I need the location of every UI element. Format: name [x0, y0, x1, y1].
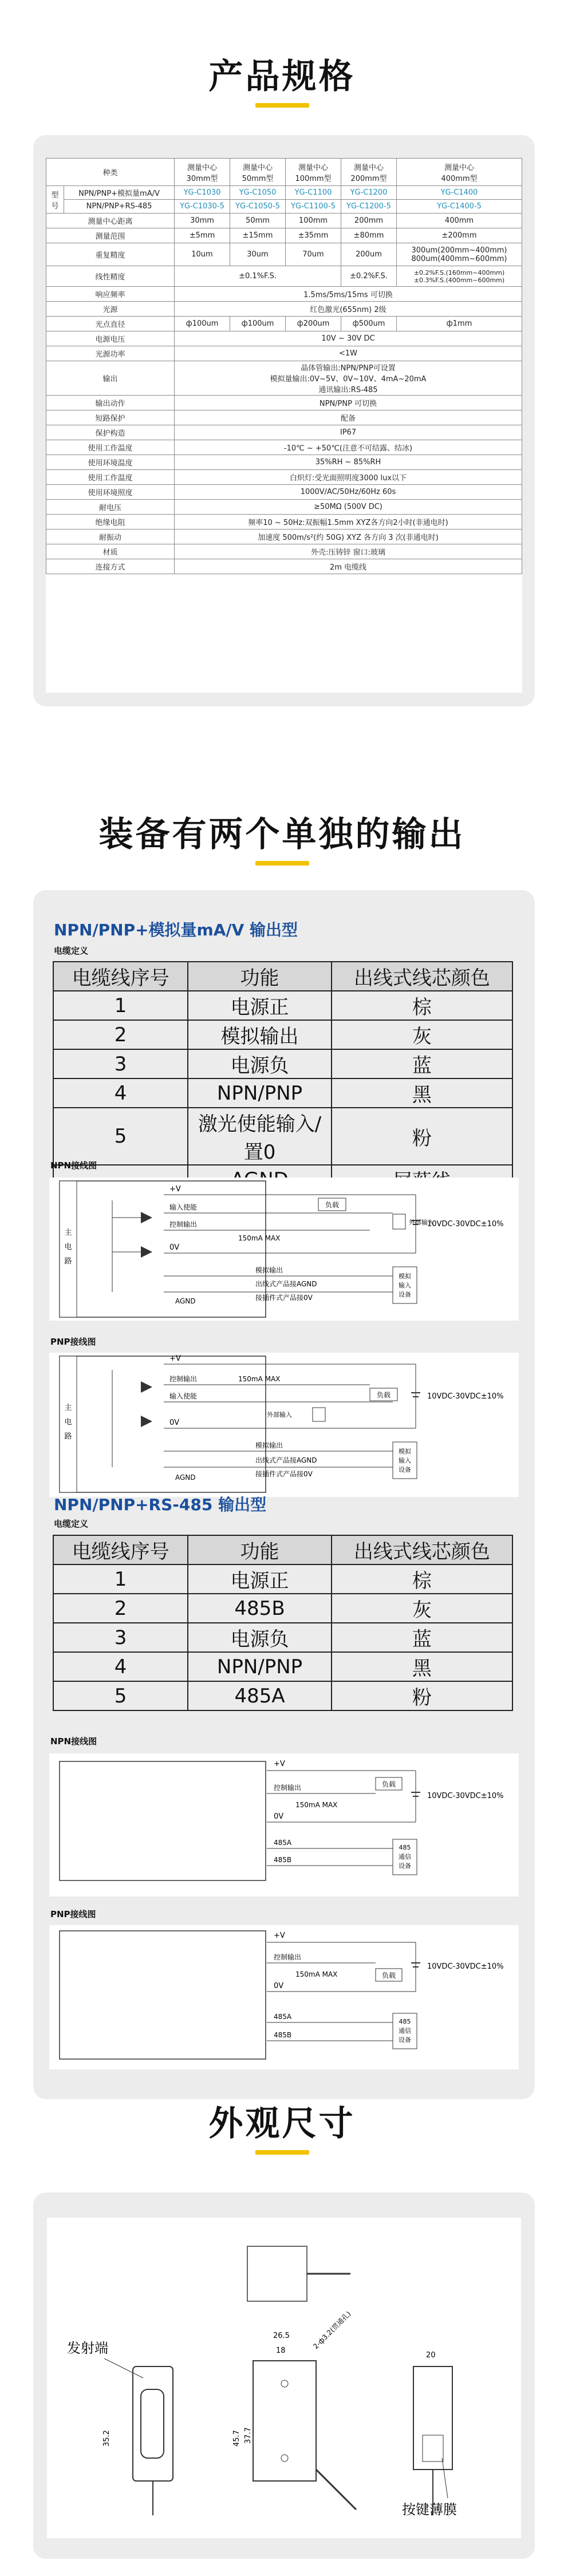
svg-text:输入使能: 输入使能 [169, 1203, 198, 1211]
rs485-cable-table [53, 1535, 513, 1711]
cable-table-cell: 粉 [332, 1108, 512, 1165]
main-circuit-label-1: 主 [64, 1228, 72, 1237]
rs485-output-heading: NPN/PNP+RS-485 输出型 [54, 1495, 267, 1514]
svg-text:输入: 输入 [399, 1282, 411, 1289]
spec-row-label: 测量范围 [46, 228, 175, 243]
svg-text:电: 电 [64, 1418, 72, 1427]
rs485-pnp-wiring-svg [49, 1925, 519, 2069]
cable-table-cell: 1 [53, 1564, 188, 1594]
spec-row-label: 连接方式 [46, 559, 175, 574]
spec-header-label: 种类 [46, 159, 175, 186]
appearance-card [33, 2192, 535, 2559]
analog-cable-def-label: 电缆定义 [54, 946, 89, 956]
spec-row-value: 晶体管输出:NPN/PNP可设置 模拟量输出:0V~5V、0V~10V、4mA~20mA 通讯输出:RS-485 [175, 361, 522, 396]
spec-row-label: 短路保护 [46, 410, 175, 425]
spec-header-col-3: 测量中心 200mm型 [341, 159, 397, 186]
spec-model-value: YG-C1200 [341, 186, 397, 200]
svg-text:外部输入: 外部输入 [409, 1219, 434, 1226]
svg-text:485: 485 [399, 1844, 411, 1851]
dim-through-hole: 2-ф3.2(贯通孔) [311, 2309, 353, 2351]
spec-row-value: ф200um [286, 317, 341, 331]
cable-table-cell: 黑 [332, 1078, 512, 1108]
spec-row-value: 70um [286, 243, 341, 266]
dim-width-side: 26.5 [273, 2332, 290, 2340]
cable-table-cell: 2 [53, 1020, 188, 1049]
cable-table-cell: 485B [188, 1594, 332, 1623]
svg-text:10VDC-30VDC±10%: 10VDC-30VDC±10% [427, 1392, 504, 1401]
spec-model-row-label: NPN/PNP+RS-485 [64, 200, 175, 214]
cable-table-cell: 棕 [332, 991, 512, 1020]
spec-row-value: IP67 [175, 425, 522, 440]
spec-row-value: NPN/PNP 可切换 [175, 396, 522, 410]
cable-table-cell: 电源正 [188, 991, 332, 1020]
dim-hole-spacing: 18 [276, 2346, 286, 2355]
dimension-drawing-svg [47, 2218, 521, 2538]
spec-row-value: 2m 电缆线 [175, 559, 522, 574]
cable-table-cell: 灰 [332, 1594, 512, 1623]
spec-row-value: ф100um [230, 317, 286, 331]
cable-table-cell: NPN/PNP [188, 1078, 332, 1108]
svg-text:485A: 485A [274, 2013, 292, 2021]
cable-table-cell: 4 [53, 1652, 188, 1681]
spec-row-label: 电源电压 [46, 331, 175, 346]
rs485-npn-diagram [49, 1753, 519, 1897]
analog-npn-wiring-svg [49, 1178, 519, 1321]
spec-row-value: 10um [175, 243, 230, 266]
spec-row-value: 200mm [341, 214, 397, 228]
emitter-label: 发射端 [67, 2340, 108, 2356]
spec-row-value: ф500um [341, 317, 397, 331]
spec-row-value: ±5mm [175, 228, 230, 243]
svg-text:10VDC-30VDC±10%: 10VDC-30VDC±10% [427, 1962, 504, 1971]
spec-model-value: YG-C1030-5 [175, 200, 230, 214]
dim-height-front: 35.2 [102, 2430, 111, 2447]
cable-table-cell: 5 [53, 1108, 188, 1165]
spec-row-value: 100mm [286, 214, 341, 228]
cable-table-header: 功能 [188, 1535, 332, 1564]
spec-row-value: ±0.1%F.S. [175, 266, 341, 287]
spec-row-value: 加速度 500m/s²(约 50G) XYZ 各方向 3 次(非通电时) [175, 530, 522, 544]
rs485-pnp-title: PNP接线图 [50, 1909, 96, 1919]
spec-section-title: 产品规格 [208, 57, 356, 97]
spec-card [33, 135, 535, 706]
spec-row-label: 材质 [46, 544, 175, 559]
spec-row-value: ±15mm [230, 228, 286, 243]
svg-text:AGND: AGND [175, 1473, 196, 1481]
svg-text:模拟: 模拟 [399, 1448, 411, 1455]
spec-row-label: 光点直径 [46, 317, 175, 331]
svg-text:0V: 0V [274, 1982, 284, 1990]
spec-header-col-4: 测量中心 400mm型 [397, 159, 522, 186]
cable-table-cell: 3 [53, 1623, 188, 1652]
rs485-pnp-diagram [49, 1925, 519, 2069]
spec-row-value: 400mm [397, 214, 522, 228]
svg-text:485A: 485A [274, 1839, 292, 1847]
spec-row-value: 白炽灯:受光面照明度3000 lux以下 [175, 470, 522, 485]
analog-pnp-title: PNP接线图 [50, 1337, 96, 1347]
spec-row-label: 使用环境照度 [46, 485, 175, 500]
rs485-npn-wiring-svg [49, 1753, 519, 1897]
svg-text:出线式产品接AGND: 出线式产品接AGND [255, 1280, 317, 1288]
spec-title-underline [255, 103, 309, 108]
svg-text:485B: 485B [274, 1856, 292, 1864]
rs485-npn-title: NPN接线图 [50, 1736, 97, 1747]
cable-table-header: 出线式线芯颜色 [332, 1535, 512, 1564]
spec-row-label: 保护构造 [46, 425, 175, 440]
spec-model-value: YG-C1100 [286, 186, 341, 200]
spec-row-label: 重复精度 [46, 243, 175, 266]
cable-table-header: 电缆线序号 [53, 962, 188, 991]
dim-depth-rear: 20 [426, 2351, 436, 2360]
output-card [33, 890, 535, 2099]
cable-table-cell: 5 [53, 1681, 188, 1710]
spec-model-value: YG-C1100-5 [286, 200, 341, 214]
spec-row-value: -10℃ ~ +50℃(注意不可结露、结冰) [175, 440, 522, 455]
cable-table-cell: 4 [53, 1078, 188, 1108]
svg-text:控制输出: 控制输出 [274, 1784, 302, 1792]
spec-model-row-label: NPN/PNP+模拟量mA/V [64, 186, 175, 200]
svg-text:通信: 通信 [399, 1853, 411, 1860]
svg-text:外部输入: 外部输入 [267, 1411, 292, 1419]
svg-text:150mA MAX: 150mA MAX [238, 1375, 281, 1383]
cable-table-cell: 电源负 [188, 1049, 332, 1078]
svg-text:负载: 负载 [325, 1201, 340, 1209]
spec-row-value: 外壳:压铸锌 窗口:玻璃 [175, 544, 522, 559]
spec-header-col-2: 测量中心 100mm型 [286, 159, 341, 186]
svg-text:模拟输出: 模拟输出 [255, 1266, 283, 1274]
cable-table-cell: 棕 [332, 1564, 512, 1594]
spec-row-label: 耐振动 [46, 530, 175, 544]
cable-table-cell: 粉 [332, 1681, 512, 1710]
cable-table-cell: 激光使能输入/置0 [188, 1108, 332, 1165]
cable-table-cell: 电源负 [188, 1623, 332, 1652]
spec-model-value: YG-C1050 [230, 186, 286, 200]
cable-table-cell: 2 [53, 1594, 188, 1623]
svg-text:输入使能: 输入使能 [169, 1392, 198, 1400]
svg-text:负载: 负载 [381, 1971, 396, 1980]
svg-text:10VDC-30VDC±10%: 10VDC-30VDC±10% [427, 1792, 504, 1800]
dim-height-side: 45.7 [232, 2430, 241, 2447]
spec-row-value: 配备 [175, 410, 522, 425]
spec-row-label: 测量中心距离 [46, 214, 175, 228]
svg-text:+V: +V [274, 1931, 285, 1940]
spec-row-value: 200um [341, 243, 397, 266]
cable-table-cell: 模拟输出 [188, 1020, 332, 1049]
svg-text:模拟输出: 模拟输出 [255, 1441, 283, 1449]
cable-table-header: 出线式线芯颜色 [332, 962, 512, 991]
output-title-underline [255, 861, 309, 866]
spec-row-value: ±35mm [286, 228, 341, 243]
svg-text:0V: 0V [169, 1419, 180, 1427]
svg-text:接插件式产品接0V: 接插件式产品接0V [255, 1294, 313, 1302]
spec-model-value: YG-C1030 [175, 186, 230, 200]
svg-text:通信: 通信 [399, 2027, 411, 2034]
spec-model-value: YG-C1400-5 [397, 200, 522, 214]
analog-output-heading: NPN/PNP+模拟量mA/V 输出型 [54, 920, 298, 939]
spec-row-value: <1W [175, 346, 522, 361]
svg-text:设备: 设备 [399, 1862, 411, 1870]
analog-pnp-diagram [49, 1353, 519, 1497]
cable-table-cell: NPN/PNP [188, 1652, 332, 1681]
cable-table-cell: 电源正 [188, 1564, 332, 1594]
spec-row-label: 光源 [46, 302, 175, 317]
svg-text:控制输出: 控制输出 [274, 1953, 302, 1961]
spec-row-label: 使用工作温度 [46, 470, 175, 485]
cable-table-cell: 黑 [332, 1652, 512, 1681]
cable-table-cell: 蓝 [332, 1623, 512, 1652]
spec-row-value: 30um [230, 243, 286, 266]
svg-text:主: 主 [64, 1404, 72, 1412]
svg-text:0V: 0V [274, 1812, 284, 1821]
svg-text:路: 路 [64, 1257, 72, 1266]
spec-table [46, 158, 522, 574]
spec-row-value: ±0.2%F.S.(160mm~400mm) ±0.3%F.S.(400mm~600mm) [397, 266, 522, 287]
cable-table-cell: 蓝 [332, 1049, 512, 1078]
spec-row-value: 35%RH ~ 85%RH [175, 455, 522, 470]
spec-model-label: 型号 [46, 186, 64, 214]
spec-row-label: 使用环境温度 [46, 455, 175, 470]
svg-text:出线式产品接AGND: 出线式产品接AGND [255, 1456, 317, 1464]
svg-text:控制输出: 控制输出 [169, 1375, 198, 1383]
spec-row-label: 耐电压 [46, 500, 175, 515]
svg-text:路: 路 [64, 1432, 72, 1441]
spec-row-label: 绝缘电阻 [46, 515, 175, 530]
svg-text:接插件式产品接0V: 接插件式产品接0V [255, 1470, 313, 1478]
svg-text:150mA MAX: 150mA MAX [238, 1234, 281, 1242]
svg-text:150mA MAX: 150mA MAX [295, 1970, 338, 1978]
spec-row-value: ±0.2%F.S. [341, 266, 397, 287]
analog-npn-title: NPN接线图 [50, 1160, 97, 1171]
spec-row-value: ф100um [175, 317, 230, 331]
svg-text:0V: 0V [169, 1243, 180, 1252]
appearance-drawing-panel [47, 2218, 521, 2538]
svg-text:10VDC-30VDC±10%: 10VDC-30VDC±10% [427, 1220, 504, 1228]
spec-row-value: ф1mm [397, 317, 522, 331]
spec-header-col-0: 测量中心 30mm型 [175, 159, 230, 186]
spec-row-value: 1000V/AC/50Hz/60Hz 60s [175, 485, 522, 500]
spec-row-value: 10V ~ 30V DC [175, 331, 522, 346]
svg-text:AGND: AGND [175, 1297, 196, 1305]
spec-row-value: 50mm [230, 214, 286, 228]
cable-table-cell: 485A [188, 1681, 332, 1710]
spec-row-value: 1.5ms/5ms/15ms 可切换 [175, 287, 522, 302]
svg-text:电: 电 [64, 1243, 72, 1251]
cable-table-cell: 灰 [332, 1020, 512, 1049]
svg-text:设备: 设备 [399, 2036, 411, 2044]
svg-text:设备: 设备 [399, 1291, 411, 1298]
spec-row-value: 300um(200mm~400mm) 800um(400mm~600mm) [397, 243, 522, 266]
spec-row-value: ±80mm [341, 228, 397, 243]
spec-row-value: 30mm [175, 214, 230, 228]
button-membrane-label: 按键薄膜 [402, 2502, 457, 2518]
spec-model-value: YG-C1200-5 [341, 200, 397, 214]
spec-row-label: 使用工作温度 [46, 440, 175, 455]
analog-pnp-wiring-svg [49, 1353, 519, 1497]
cable-table-header: 功能 [188, 962, 332, 991]
spec-row-value: 红色激光(655nm) 2级 [175, 302, 522, 317]
analog-npn-diagram [49, 1178, 519, 1321]
appearance-title-underline [255, 2150, 309, 2155]
spec-row-label: 光源功率 [46, 346, 175, 361]
svg-text:输入: 输入 [399, 1457, 411, 1464]
spec-model-value: YG-C1400 [397, 186, 522, 200]
spec-row-label: 输出动作 [46, 396, 175, 410]
svg-text:负载: 负载 [376, 1391, 391, 1399]
svg-text:485: 485 [399, 2018, 411, 2025]
spec-row-value: ≥50MΩ (500V DC) [175, 500, 522, 515]
rs485-cable-def-label: 电缆定义 [54, 1519, 89, 1529]
cable-table-header: 电缆线序号 [53, 1535, 188, 1564]
cable-table-cell: 3 [53, 1049, 188, 1078]
svg-text:模拟: 模拟 [399, 1273, 411, 1280]
spec-model-value: YG-C1050-5 [230, 200, 286, 214]
svg-text:+V: +V [169, 1354, 181, 1363]
output-section-title: 装备有两个单独的输出 [98, 815, 466, 855]
appearance-section-title: 外观尺寸 [208, 2104, 356, 2144]
analog-cable-table [53, 961, 513, 1195]
svg-text:负载: 负载 [381, 1780, 396, 1788]
spec-row-label: 线性精度 [46, 266, 175, 287]
svg-text:控制输出: 控制输出 [169, 1220, 198, 1228]
cable-table-cell: 1 [53, 991, 188, 1020]
svg-text:+V: +V [274, 1760, 285, 1768]
svg-text:150mA MAX: 150mA MAX [295, 1801, 338, 1809]
npn-vplus-label: +V [169, 1185, 181, 1194]
svg-text:485B: 485B [274, 2031, 292, 2039]
spec-row-value: 频率10 ~ 50Hz:双振幅1.5mm XYZ各方向2小时(非通电时) [175, 515, 522, 530]
spec-header-col-1: 测量中心 50mm型 [230, 159, 286, 186]
spec-row-label: 响应频率 [46, 287, 175, 302]
dim-inner-height: 37.7 [244, 2427, 253, 2444]
svg-text:设备: 设备 [399, 1466, 411, 1473]
spec-row-label: 输出 [46, 361, 175, 396]
spec-table-panel [46, 158, 522, 693]
spec-row-value: ±200mm [397, 228, 522, 243]
